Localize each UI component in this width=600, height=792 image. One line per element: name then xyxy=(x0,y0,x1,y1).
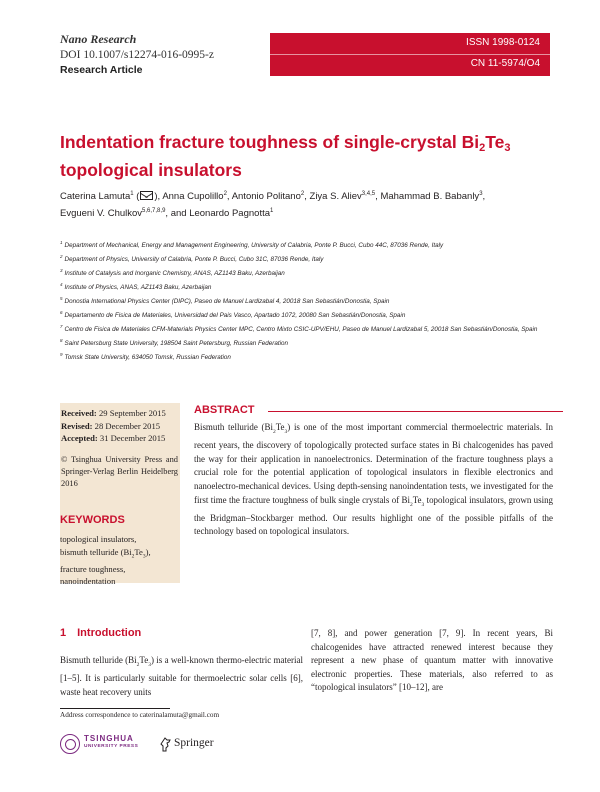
doi[interactable]: DOI 10.1007/s12274-016-0995-z xyxy=(60,49,214,61)
abstract-text: Bismuth telluride $(Bi_2Te_3)$ is one of the most important commercial thermoelectric materials. In recent years, the discovery of topologically protected surface states in Bi chalcogenides has paved the way for their application in nanoelectronics. Determination of the fracture toughness plays a crucial role for the potential application of topological insulators in flexible electronics and nanoelectro-mechanical devices. Using depth-sensing nanoindentation tests, we investigated for the first time the fracture toughness of bulk single crystals of $Bi_2Te_3$ topological insulators, grown using the Bridgman–Stockbarger method. Our results highlight one of the possible pitfalls of the technology based on topological insulators. xyxy=(194,422,554,537)
tsinghua-seal-icon xyxy=(60,734,80,754)
author-name: Anna Cupolillo xyxy=(162,191,224,202)
tsinghua-logo-text: TSINGHUA xyxy=(84,734,134,743)
keywords-heading: KEYWORDS xyxy=(60,514,125,526)
affiliation-list xyxy=(60,237,560,363)
keywords-list xyxy=(60,533,185,588)
section-heading: 1 Introduction xyxy=(60,627,142,639)
issn-banner xyxy=(270,33,550,76)
article-type: Research Article xyxy=(60,64,143,76)
banner-divider xyxy=(270,54,550,55)
copyright-notice: © Tsinghua University Press and Springer-Verlag Berlin Heidelberg 2016 xyxy=(61,454,178,489)
keyword-item: topological insulators, xyxy=(60,534,137,544)
affiliation-item: $^1$ Department of Mechanical, Energy and Management Engineering, University of Calabria, Ponte P. Bucci, Cubo 44C, 87036 Rende, Italy xyxy=(60,240,444,249)
paper-title: Indentation fracture toughness of single-crystal $Bi_2Te_3$ topological insulators xyxy=(60,132,511,180)
affiliation-item: $^4$ Institute of Physics, ANAS, AZ1143 Baku, Azerbaijan xyxy=(60,282,212,291)
author-list: Caterina Lamuta$^1$ ( ), Anna Cupolillo$^2$, Antonio Politano$^2$, Ziya S. Aliev$^{3,4,5}$, Mahammad B. Babanly$^3$, Evgueni V. Chulkov$^{5,6,7,8,9}$, and Leonardo Pagnotta$^1$ xyxy=(60,191,486,219)
keyword-item: bismuth telluride $(Bi_2Te_3)$, xyxy=(60,546,151,560)
article-dates: Received: 29 September 2015 Revised: 28 December 2015 Accepted: 31 December 2015 xyxy=(61,408,166,443)
author-name: Caterina Lamuta xyxy=(60,191,131,202)
footnote-divider xyxy=(60,708,170,709)
keyword-item: fracture toughness, xyxy=(60,563,126,574)
affiliation-item: $^7$ Centro de Fisica de Materiales CFM-Materials Physics Center MPC, Centro Mixto CSIC-UPV/EHU, Paseo de Manuel Lardizabal 5, 20018 San Sebastián/Donostia, Spain xyxy=(60,324,538,333)
tsinghua-logo-subtext: UNIVERSITY PRESS xyxy=(84,744,139,749)
affiliation-item: $^5$ Donostia International Physics Center (DIPC), Paseo de Manuel Lardizabal 4, 20018 San Sebastián/Donostia, Spain xyxy=(60,296,390,305)
affiliation-item: $^8$ Saint Petersburg State University, 198504 Saint Petersburg, Russian Federation xyxy=(60,338,289,347)
body-text-right: [7, 8], and power generation [7, 9]. In recent years, Bi chalcogenides have attracted renewed interest because they represent a new phase of quantum matter with innovative electronic properties. These materials, also referred to as “topological insulators” [10–12], are xyxy=(311,628,553,693)
body-text-left: Bismuth telluride $(Bi_2Te_3)$ is a well-known thermo-electric material [1–5]. It is particularly suitable for thermoelectric solar cells [6], waste heat recovery units xyxy=(60,655,303,697)
author-name: Leonardo Pagnotta xyxy=(189,208,271,219)
author-name: Ziya S. Aliev xyxy=(309,191,362,202)
affiliation-item: $^6$ Departamento de Fisica de Materiales, Universidad del Pais Vasco, Apartado 1072, 20080 San Sebastián/Donostia, Spain xyxy=(60,310,406,319)
affiliation-item: $^9$ Tomsk State University, 634050 Tomsk, Russian Federation xyxy=(60,352,231,361)
envelope-icon[interactable] xyxy=(140,191,153,200)
author-name: Antonio Politano xyxy=(231,191,301,202)
keyword-item: nanoindentation xyxy=(60,576,116,587)
affiliation-item: $^3$ Institute of Catalysis and Inorganic Chemistry, ANAS, AZ1143 Baku, Azerbaijan xyxy=(60,268,285,277)
springer-horse-icon xyxy=(160,737,172,752)
springer-logo-text: Springer xyxy=(174,737,214,749)
abstract-heading: ABSTRACT xyxy=(194,404,255,416)
affiliation-item: $^2$ Department of Physics, University of Calabria, Ponte P. Bucci, Cubo 31C, 87036 Rende, Italy xyxy=(60,254,324,263)
cn-number: CN 11-5974/O4 xyxy=(470,58,540,69)
publisher-logos xyxy=(60,734,240,754)
issn: ISSN 1998-0124 xyxy=(466,37,540,48)
author-name: Evgueni V. Chulkov xyxy=(60,208,143,219)
author-name: Mahammad B. Babanly xyxy=(380,191,480,202)
correspondence-footnote[interactable]: Address correspondence to caterinalamuta@gmail.com xyxy=(60,711,220,719)
journal-header xyxy=(60,32,214,76)
journal-name: Nano Research xyxy=(60,32,137,46)
